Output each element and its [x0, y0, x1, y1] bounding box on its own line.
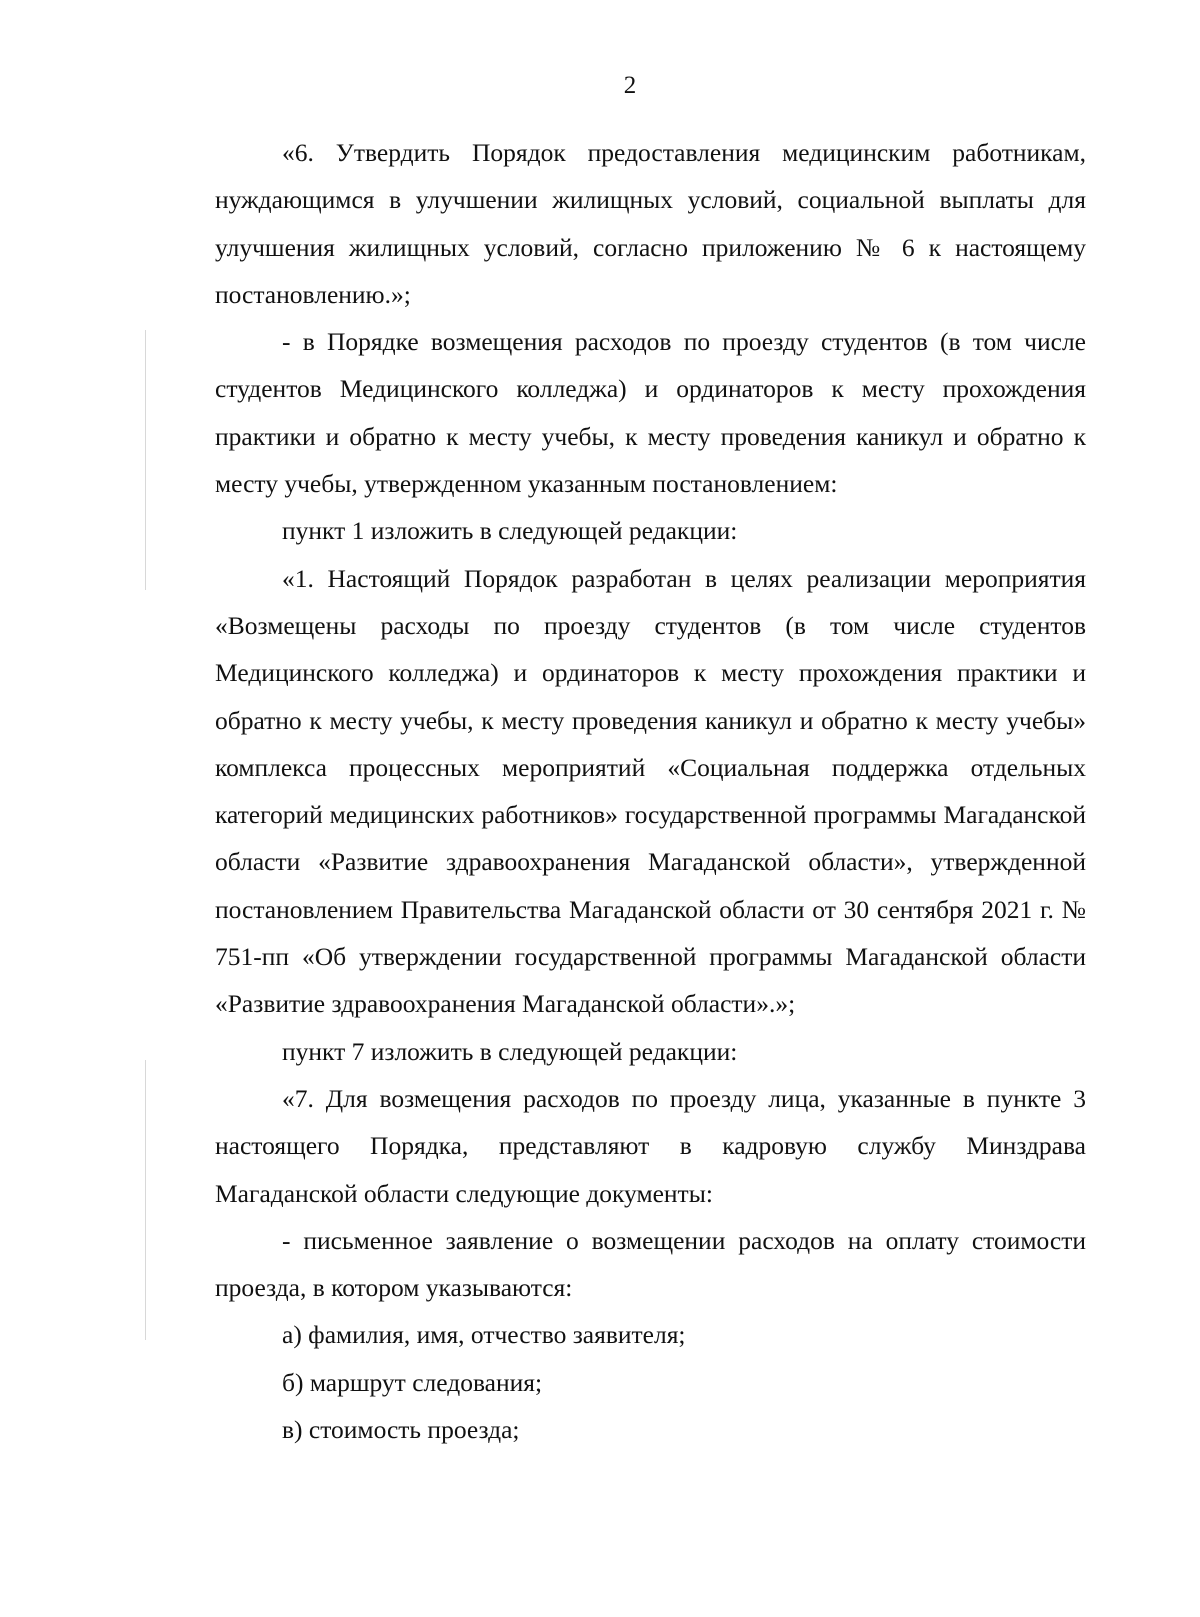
page-number: 2 — [623, 72, 637, 99]
paragraph-application: - письменное заявление о возмещении расходов на оплату стоимости проезда, в котором указываются: — [215, 1225, 1086, 1303]
list-item-b: б) маршрут следования; — [282, 1367, 543, 1397]
paragraph-item-6: «6. Утвердить Порядок предоставления медицинским работникам, нуждающимся в улучшении жилищных условий, социальной выплаты для улучшения жилищных условий, согласно приложению № 6 к настоящему постановлению.»; — [215, 138, 1086, 309]
paragraph-point-7-text: «7. Для возмещения расходов по проезду лица, указанные в пункте 3 настоящего Порядка, представляют в кадровую службу Минздрава Магаданской области следующие документы: — [215, 1083, 1086, 1208]
paragraph-travel-order: - в Порядке возмещения расходов по проезду студентов (в том числе студентов Медицинского колледжа) и ординаторов к месту прохождения практики и обратно к месту учебы, к месту проведения каникул и обратно к месту учебы, утвержденном указанным постановлением: — [215, 327, 1086, 499]
scan-margin-mark — [145, 330, 146, 590]
document-body — [215, 129, 1086, 1453]
list-item-a: а) фамилия, имя, отчество заявителя; — [282, 1320, 686, 1350]
paragraph-point-1-text: «1. Настоящий Порядок разработан в целях реализации мероприятия «Возмещены расходы по проезду студентов (в том числе студентов Медицинского колледжа) и ординаторов к месту прохождения практики и обратно к месту учебы, к месту проведения каникул и обратно к месту учебы» комплекса процессных мероприятий «Социальная поддержка отдельных категорий медицинских работников» государственной программы Магаданской области «Развитие здравоохранения Магаданской области», утвержденной постановлением Правительства Магаданской области от 30 сентября 2021 г. № 751-пп «Об утверждении государственной программы Магаданской области «Развитие здравоохранения Магаданской области».»; — [215, 563, 1086, 1019]
scan-margin-mark — [145, 1060, 146, 1340]
list-item-v: в) стоимость проезда; — [282, 1415, 520, 1445]
paragraph-point-7-heading: пункт 7 изложить в следующей редакции: — [282, 1036, 738, 1066]
paragraph-point-1-heading: пункт 1 изложить в следующей редакции: — [282, 516, 738, 546]
